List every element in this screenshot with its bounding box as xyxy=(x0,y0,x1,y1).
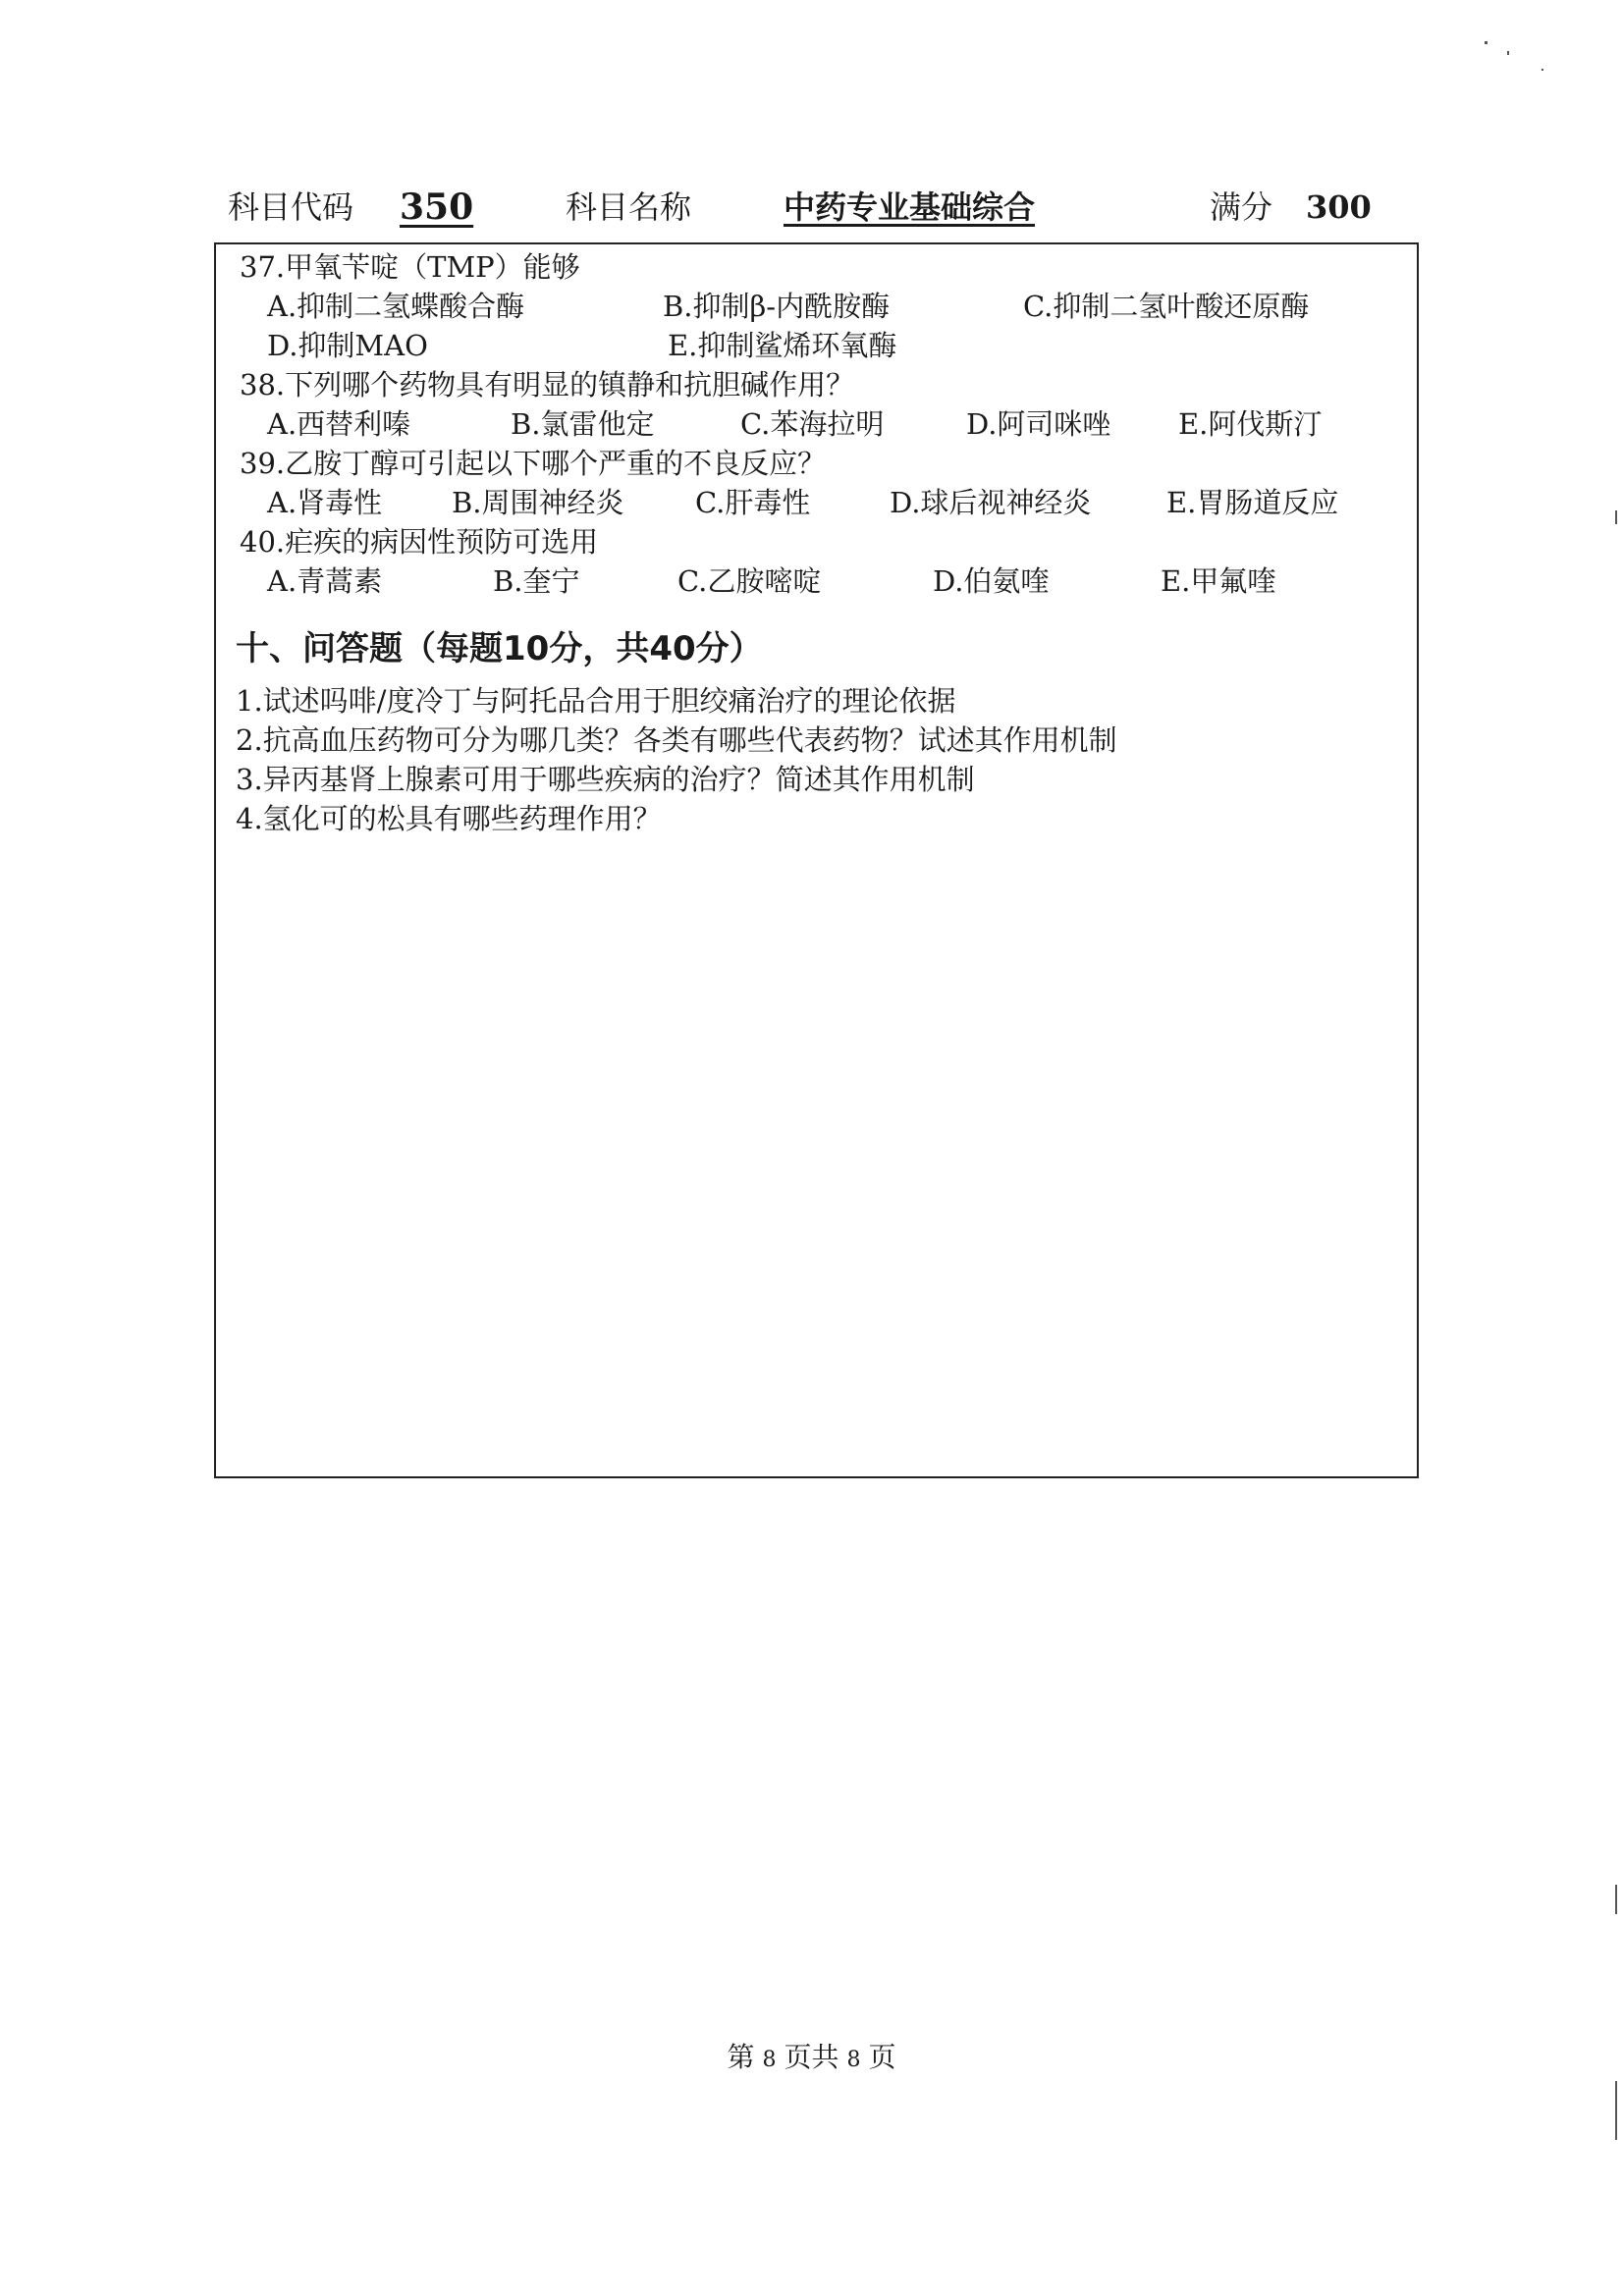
subject-code-label: 科目代码 xyxy=(228,188,354,226)
question-stem-37: 37.甲氧苄啶（TMP）能够 xyxy=(240,250,580,284)
subject-code-value: 350 xyxy=(400,187,474,228)
question-40-option-d: D.伯氨喹 xyxy=(933,564,1050,598)
question-39-option-c: C.肝毒性 xyxy=(695,486,811,519)
exam-header xyxy=(228,183,1372,232)
scan-speck xyxy=(1485,41,1488,44)
footer-page-number: 8 xyxy=(762,2048,777,2072)
question-37-option-a: A.抑制二氢蝶酸合酶 xyxy=(267,290,525,323)
scan-speck xyxy=(1615,510,1617,524)
question-38-option-d: D.阿司咪唑 xyxy=(966,407,1111,441)
subject-name-label: 科目名称 xyxy=(566,188,692,226)
question-40-option-b: B.奎宁 xyxy=(493,564,580,598)
scan-speck xyxy=(1507,51,1509,55)
page-footer xyxy=(0,2038,1623,2080)
footer-middle: 页共 xyxy=(784,2041,839,2073)
question-40-option-a: A.青蒿素 xyxy=(267,564,383,598)
question-39-option-b: B.周围神经炎 xyxy=(452,486,624,519)
question-37-option-c: C.抑制二氢叶酸还原酶 xyxy=(1023,290,1310,323)
scan-speck xyxy=(1615,2081,1617,2140)
question-38-option-a: A.西替利嗪 xyxy=(267,407,411,441)
question-40-option-c: C.乙胺嘧啶 xyxy=(677,564,822,598)
scan-speck xyxy=(1542,69,1543,71)
footer-total-pages: 8 xyxy=(846,2048,861,2072)
essay-question-3: 3.异丙基肾上腺素可用于哪些疾病的治疗？简述其作用机制 xyxy=(236,763,975,796)
essay-question-1: 1.试述吗啡/度冷丁与阿托品合用于胆绞痛治疗的理论依据 xyxy=(236,684,956,718)
full-score-label: 满分 xyxy=(1210,188,1273,226)
question-38-option-b: B.氯雷他定 xyxy=(511,407,655,441)
question-stem-38: 38.下列哪个药物具有明显的镇静和抗胆碱作用？ xyxy=(240,368,855,401)
exam-content-box xyxy=(214,242,1419,1478)
full-score-value: 300 xyxy=(1306,188,1372,226)
question-stem-39: 39.乙胺丁醇可引起以下哪个严重的不良反应？ xyxy=(240,447,827,480)
question-stem-40: 40.疟疾的病因性预防可选用 xyxy=(240,525,599,559)
question-38-option-e: E.阿伐斯汀 xyxy=(1178,407,1323,441)
question-37-option-b: B.抑制β-内酰胺酶 xyxy=(663,290,891,323)
question-37-option-d: D.抑制MAO xyxy=(267,329,428,362)
footer-prefix: 第 xyxy=(727,2041,755,2073)
essay-question-2: 2.抗高血压药物可分为哪几类？各类有哪些代表药物？试述其作用机制 xyxy=(236,723,1117,757)
question-39-option-d: D.球后视神经炎 xyxy=(890,486,1092,519)
question-39-option-e: E.胃肠道反应 xyxy=(1166,486,1339,519)
question-39-option-a: A.肾毒性 xyxy=(267,486,383,519)
question-40-option-e: E.甲氟喹 xyxy=(1161,564,1276,598)
question-37-option-e: E.抑制鲨烯环氧酶 xyxy=(668,329,897,362)
essay-question-4: 4.氢化可的松具有哪些药理作用？ xyxy=(236,802,662,835)
subject-name-value: 中药专业基础综合 xyxy=(784,188,1036,226)
section-title: 十、问答题（每题10分，共40分） xyxy=(236,629,763,668)
question-38-option-c: C.苯海拉明 xyxy=(740,407,885,441)
scan-speck xyxy=(1615,1885,1617,1914)
footer-suffix: 页 xyxy=(868,2041,896,2073)
